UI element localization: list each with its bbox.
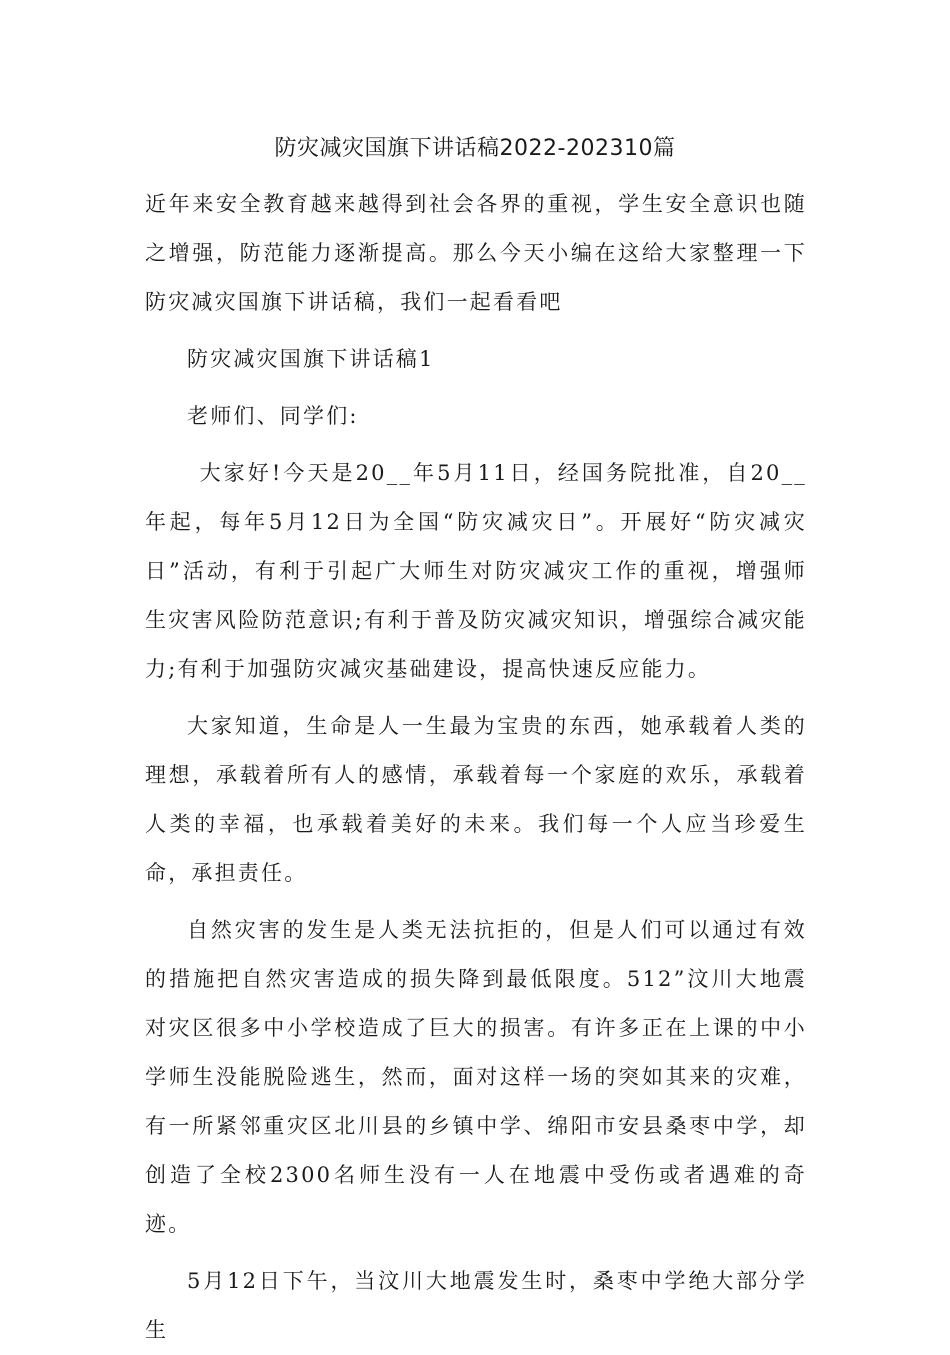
intro-paragraph: 近年来安全教育越来越得到社会各界的重视，学生安全意识也随之增强，防范能力逐渐提高。那么今天小编在这给大家整理一下防灾减灾国旗下讲话稿，我们一起看看吧	[145, 192, 807, 314]
body-paragraph: 自然灾害的发生是人类无法抗拒的，但是人们可以通过有效的措施把自然灾害造成的损失降到最低限度。512”汶川大地震对灾区很多中小学校造成了巨大的损害。有许多正在上课的中小学师生没能脱险逃生，然而，面对这样一场的突如其来的灾难，有一所紧邻重灾区北川县的乡镇中学、绵阳市安县桑枣中学，却创造了全校2300名师生没有一人在地震中受伤或者遇难的奇迹。	[145, 918, 807, 1236]
body-paragraph: 5月12日下午，当汶川大地震发生时，桑枣中学绝大部分学生	[145, 1269, 807, 1342]
body-paragraph: 大家知道，生命是人一生最为宝贵的东西，她承载着人类的理想，承载着所有人的感情，承载着每一个家庭的欢乐，承载着人类的幸福，也承载着美好的未来。我们每一个人应当珍爱生命，承担责任。	[145, 714, 807, 885]
document-body	[145, 180, 807, 1355]
salutation: 老师们、同学们:	[187, 404, 359, 428]
body-paragraph: 大家好!今天是20__年5月11日，经国务院批准，自20__年起，每年5月12日为全国“防灾减灾日”。开展好“防灾减灾日”活动，有利于引起广大师生对防灾减灾工作的重视，增强师生灾害风险防范意识;有利于普及防灾减灾知识，增强综合减灾能力;有利于加强防灾减灾基础建设，提高快速反应能力。	[145, 461, 807, 681]
section-heading: 防灾减灾国旗下讲话稿1	[187, 347, 435, 371]
document-title: 防灾减灾国旗下讲话稿2022-202310篇	[274, 136, 676, 161]
